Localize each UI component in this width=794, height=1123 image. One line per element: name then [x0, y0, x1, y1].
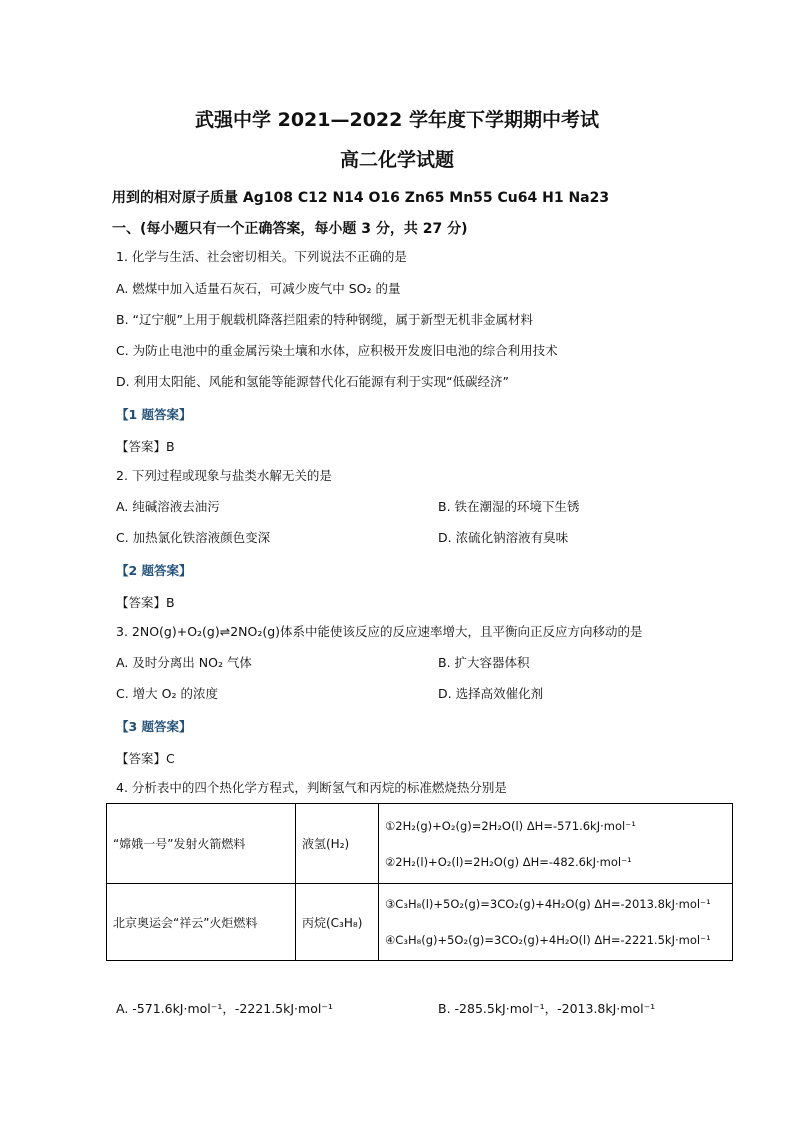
q2-option-b: B. 铁在潮湿的环境下生锈	[438, 499, 580, 514]
q2-answer-section: 【2 题答案】	[116, 563, 192, 578]
q3-option-a: A. 及时分离出 NO₂ 气体	[116, 655, 252, 670]
q2-option-a: A. 纯碱溶液去油污	[116, 499, 220, 514]
q3-option-d: D. 选择高效催化剂	[438, 686, 544, 701]
q4-stem: 4. 分析表中的四个热化学方程式，判断氢气和丙烷的标准燃烧热分别是	[116, 780, 507, 795]
equation-4: ④C₃H₈(g)+5O₂(g)=3CO₂(g)+4H₂O(l) ΔH=-2221.5kJ·mol⁻¹	[385, 933, 711, 947]
q2-answer: 【答案】B	[116, 595, 175, 610]
q1-option-b: B. “辽宁舰”上用于舰载机降落拦阻索的特种钢缆，属于新型无机非金属材料	[116, 312, 533, 327]
q3-answer: 【答案】C	[116, 751, 175, 766]
equation-3: ③C₃H₈(l)+5O₂(g)=3CO₂(g)+4H₂O(g) ΔH=-2013.8kJ·mol⁻¹	[385, 897, 711, 911]
table-row	[107, 804, 733, 884]
q3-stem: 3. 2NO(g)+O₂(g)⇌2NO₂(g)体系中能使该反应的反应速率增大，且平衡向正反应方向移动的是	[116, 624, 643, 639]
q1-option-c: C. 为防止电池中的重金属污染土壤和水体，应积极开发废旧电池的综合利用技术	[116, 343, 558, 358]
table-cell-fuel: 丙烷(C₃H₈)	[296, 884, 379, 961]
q4-option-a: A. -571.6kJ·mol⁻¹，-2221.5kJ·mol⁻¹	[116, 1001, 333, 1016]
thermochemical-table	[106, 803, 733, 961]
table-cell-fuel: 液氢(H₂)	[296, 804, 379, 884]
equation-2: ②2H₂(l)+O₂(l)=2H₂O(g) ΔH=-482.6kJ·mol⁻¹	[385, 854, 632, 869]
q1-option-a: A. 燃煤中加入适量石灰石，可减少废气中 SO₂ 的量	[116, 281, 401, 296]
exam-subtitle: 高二化学试题	[339, 149, 454, 171]
section-title: 一、(每小题只有一个正确答案，每小题 3 分，共 27 分)	[112, 221, 468, 237]
q1-answer: 【答案】B	[116, 439, 175, 454]
table-row	[107, 884, 733, 961]
q3-option-b: B. 扩大容器体积	[438, 655, 530, 670]
q1-answer-section: 【1 题答案】	[116, 407, 192, 422]
q2-stem: 2. 下列过程或现象与盐类水解无关的是	[116, 468, 332, 483]
q2-option-c: C. 加热氯化铁溶液颜色变深	[116, 530, 271, 545]
q3-answer-section: 【3 题答案】	[116, 719, 192, 734]
table-cell-equations	[379, 804, 733, 884]
q1-option-d: D. 利用太阳能、风能和氢能等能源替代化石能源有利于实现“低碳经济”	[116, 374, 510, 389]
equation-1: ①2H₂(g)+O₂(g)=2H₂O(l) ΔH=-571.6kJ·mol⁻¹	[385, 818, 636, 833]
q3-option-c: C. 增大 O₂ 的浓度	[116, 686, 218, 701]
exam-title: 武强中学 2021—2022 学年度下学期期中考试	[195, 109, 599, 131]
q2-option-d: D. 浓硫化钠溶液有臭味	[438, 530, 569, 545]
table-cell-equations	[379, 884, 733, 961]
table-cell-use: “嫦娥一号”发射火箭燃料	[107, 804, 296, 884]
atomic-masses: 用到的相对原子质量 Ag108 C12 N14 O16 Zn65 Mn55 Cu64 H1 Na23	[112, 190, 610, 206]
q4-option-b: B. -285.5kJ·mol⁻¹，-2013.8kJ·mol⁻¹	[438, 1001, 656, 1016]
q1-stem: 1. 化学与生活、社会密切相关。下列说法不正确的是	[116, 249, 407, 264]
table-cell-use: 北京奥运会“祥云”火炬燃料	[107, 884, 296, 961]
